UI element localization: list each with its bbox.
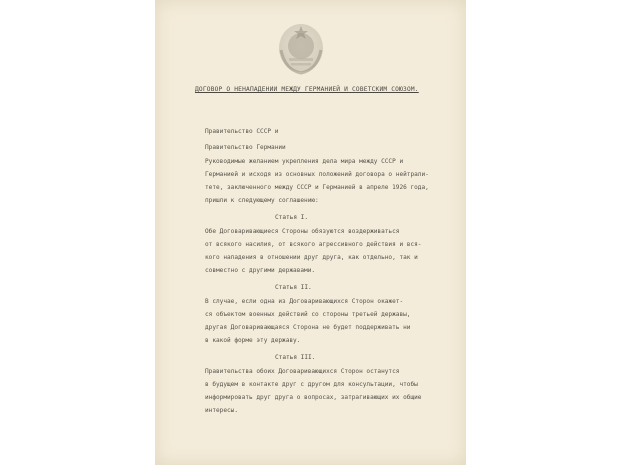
- article-1-line: кого нападения в отношении друг друга, как отдельно, так и: [205, 254, 418, 261]
- intro-line: Правительство СССР и: [205, 128, 279, 135]
- article-3-line: интересы.: [205, 407, 239, 414]
- article-3-line: Правительства обоих Договаривающихся Сторон останутся: [205, 368, 400, 375]
- article-2-line: в какой форме эту державу.: [205, 337, 301, 344]
- article-1-line: от всякого насилия, от всякого агрессивного действия и вся-: [205, 241, 422, 248]
- article-2-line: другая Договаривающаяся Сторона не будет поддерживать ни: [205, 324, 411, 331]
- document-page: [155, 0, 466, 465]
- article-3-line: в будущем в контакте друг с другом для консультации, чтобы: [205, 381, 418, 388]
- treaty-title: ДОГОВОР О НЕНАПАДЕНИИ МЕЖДУ ГЕРМАНИЕЙ И СОВЕТСКИМ СОЮЗОМ.: [195, 86, 419, 93]
- article-1-line: Обе Договаривающиеся Стороны обязуются воздерживаться: [205, 228, 400, 235]
- intro-line: Правительство Германии: [205, 144, 286, 151]
- article-2-line: В случае, если одна из Договаривающихся Сторон окажет-: [205, 298, 404, 305]
- article-2-line: ся объектом военных действий со стороны третьей державы,: [205, 311, 411, 318]
- intro-line: пришли к следующему соглашению:: [205, 197, 319, 204]
- article-1-line: совместно с другими державами.: [205, 267, 316, 274]
- article-3-heading: Статья III.: [275, 354, 316, 361]
- coat-of-arms-emblem: [275, 20, 327, 76]
- intro-line: Руководимые желанием укрепления дела мира между СССР и: [205, 158, 404, 165]
- intro-line: Германией и исходя из основных положений договора о нейтрали-: [205, 171, 429, 178]
- article-1-heading: Статья I.: [275, 214, 309, 221]
- article-3-line: информировать друг друга о вопросах, затрагивающих их общие: [205, 394, 422, 401]
- intro-line: тете, заключенного между СССР и Германией в апреле 1926 года,: [205, 184, 429, 191]
- article-2-heading: Статья II.: [275, 284, 312, 291]
